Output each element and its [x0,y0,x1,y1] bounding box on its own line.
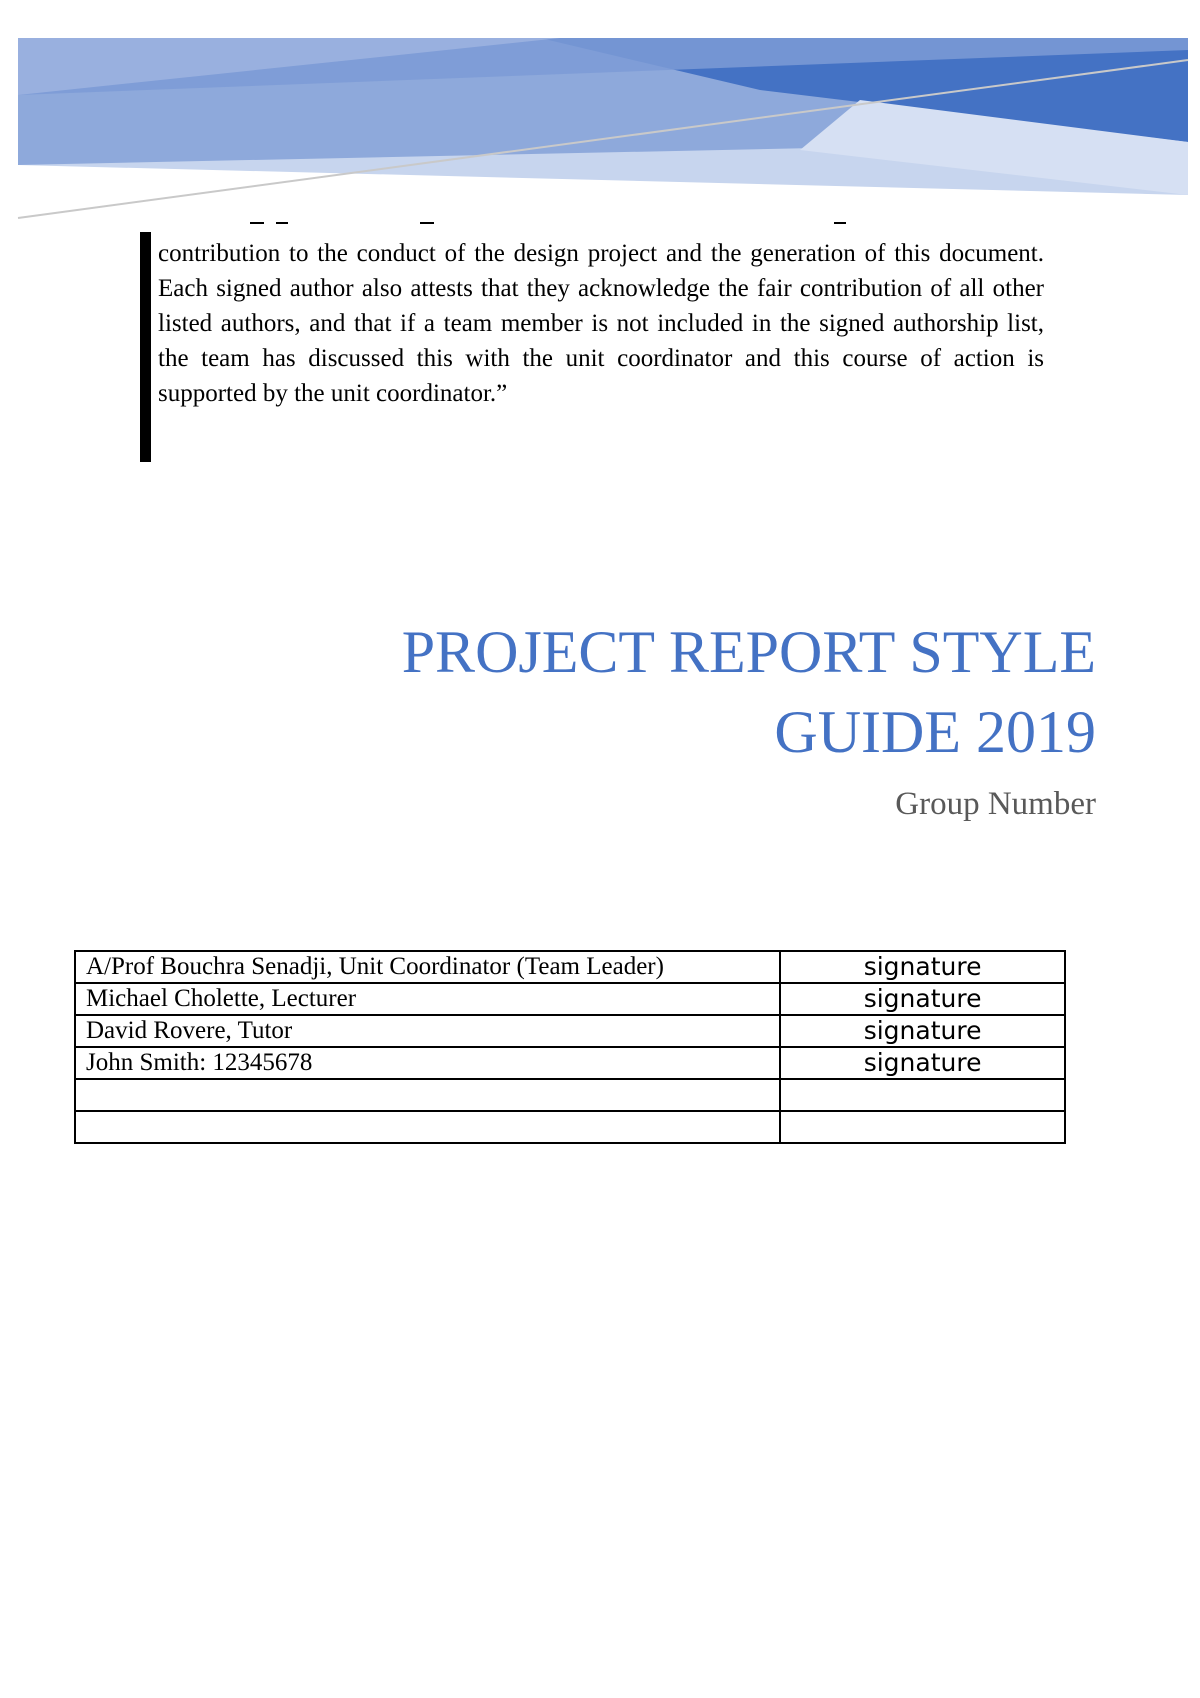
table-row [75,1111,1065,1143]
author-signature [780,1079,1065,1111]
author-name [75,1111,780,1143]
table-row [75,983,1065,1015]
author-name [75,1079,780,1111]
page-title [196,612,1096,772]
quote-left-bar [140,232,151,462]
author-signature: signature [780,1015,1065,1047]
author-name: David Rovere, Tutor [75,1015,780,1047]
author-name: Michael Cholette, Lecturer [75,983,780,1015]
table-row [75,951,1065,983]
author-signature: signature [780,1047,1065,1079]
table-row [75,1015,1065,1047]
author-signature: signature [780,951,1065,983]
signature-table [74,950,1066,1144]
author-name: A/Prof Bouchra Senadji, Unit Coordinator (Team Leader) [75,951,780,983]
author-name: John Smith: 12345678 [75,1047,780,1079]
table-row [75,1079,1065,1111]
group-number: Group Number [895,786,1096,822]
authorship-statement: contribution to the conduct of the design project and the generation of this document. Each signed author also attests that they acknowledge the fair contribution of all other listed authors, and that if a team member is not included in the signed authorship list, the team has discussed this with the unit coordinator and this course of action is supported by the unit coordinator.” [158,240,1044,407]
header-banner [0,0,1200,230]
table-row [75,1047,1065,1079]
author-signature [780,1111,1065,1143]
quote-cutoff-line [158,212,1044,234]
title-line-2: GUIDE 2019 [774,699,1096,765]
title-line-1: PROJECT REPORT STYLE [401,619,1096,685]
author-signature: signature [780,983,1065,1015]
